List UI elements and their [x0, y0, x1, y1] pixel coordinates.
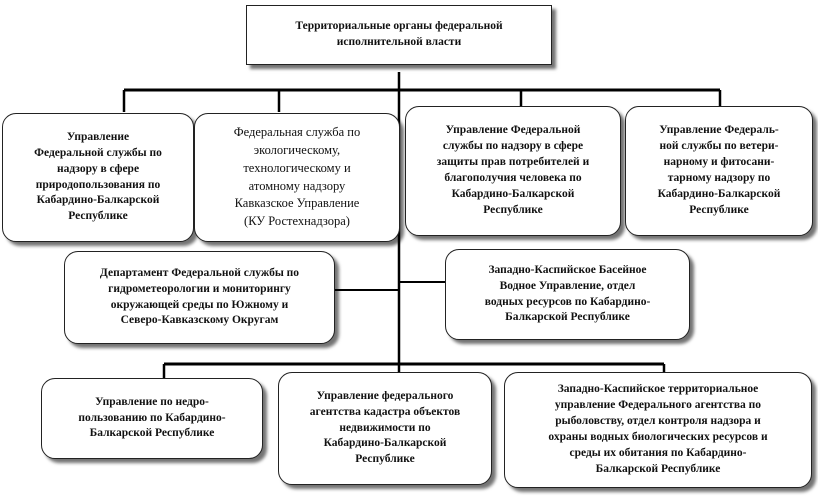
node-rostekhnadzor-label: Федеральная служба по экологическому, технологическому и атомному надзору Кавказское Управление (КУ Ростехнадзора) — [233, 125, 361, 228]
node-rosselkhoznadzor-label: Управление Федераль- ной службы по ветери- нарному и фитосани- тарному надзору по Кабардино-Балкарской Республике — [657, 124, 781, 216]
node-rospotrebnadzor — [405, 106, 621, 236]
node-fishery-label: Западно-Каспийское территориальное управление Федерального агентства по рыболовству, отдел контроля надзора и охраны водных биологических ресурсов и среды их обитания по Кабардино- Балкарской Республике — [548, 383, 768, 475]
node-water — [445, 249, 690, 340]
node-nedra-label: Управление по недро- пользованию по Кабардино- Балкарской Республике — [78, 395, 226, 440]
root-node — [246, 5, 552, 65]
node-rosselkhoznadzor — [625, 106, 813, 236]
node-rospotrebnadzor-label: Управление Федеральной службы по надзору в сфере защиты прав потребителей и благополучия человека по Кабардино-Балкарской Республике — [436, 124, 590, 216]
node-fishery — [504, 372, 812, 488]
node-rosprirodnadzor-label: Управление Федеральной службы по надзору в сфере природопользования по Кабардино-Балкарской Республике — [34, 130, 162, 223]
node-water-label: Западно-Каспийское Басейное Водное Управление, отдел водных ресурсов по Кабардино- Балкарской Республике — [484, 263, 651, 324]
node-roshydromet-label: Департамент Федеральной службы по гидрометеорологии и мониторингу окружающей среды по Южному и Северо-Кавказскому Округам — [99, 266, 300, 327]
root-node-label: Территориальные органы федеральной исполнительной власти — [295, 20, 503, 48]
node-nedra — [41, 378, 263, 459]
node-roshydromet — [64, 251, 335, 344]
node-rostekhnadzor — [194, 113, 400, 242]
node-rosprirodnadzor — [2, 113, 194, 242]
node-cadastre — [278, 372, 492, 485]
node-cadastre-label: Управление федерального агентства кадастра объектов недвижимости по Кабардино-Балкарской Республике — [309, 389, 461, 466]
